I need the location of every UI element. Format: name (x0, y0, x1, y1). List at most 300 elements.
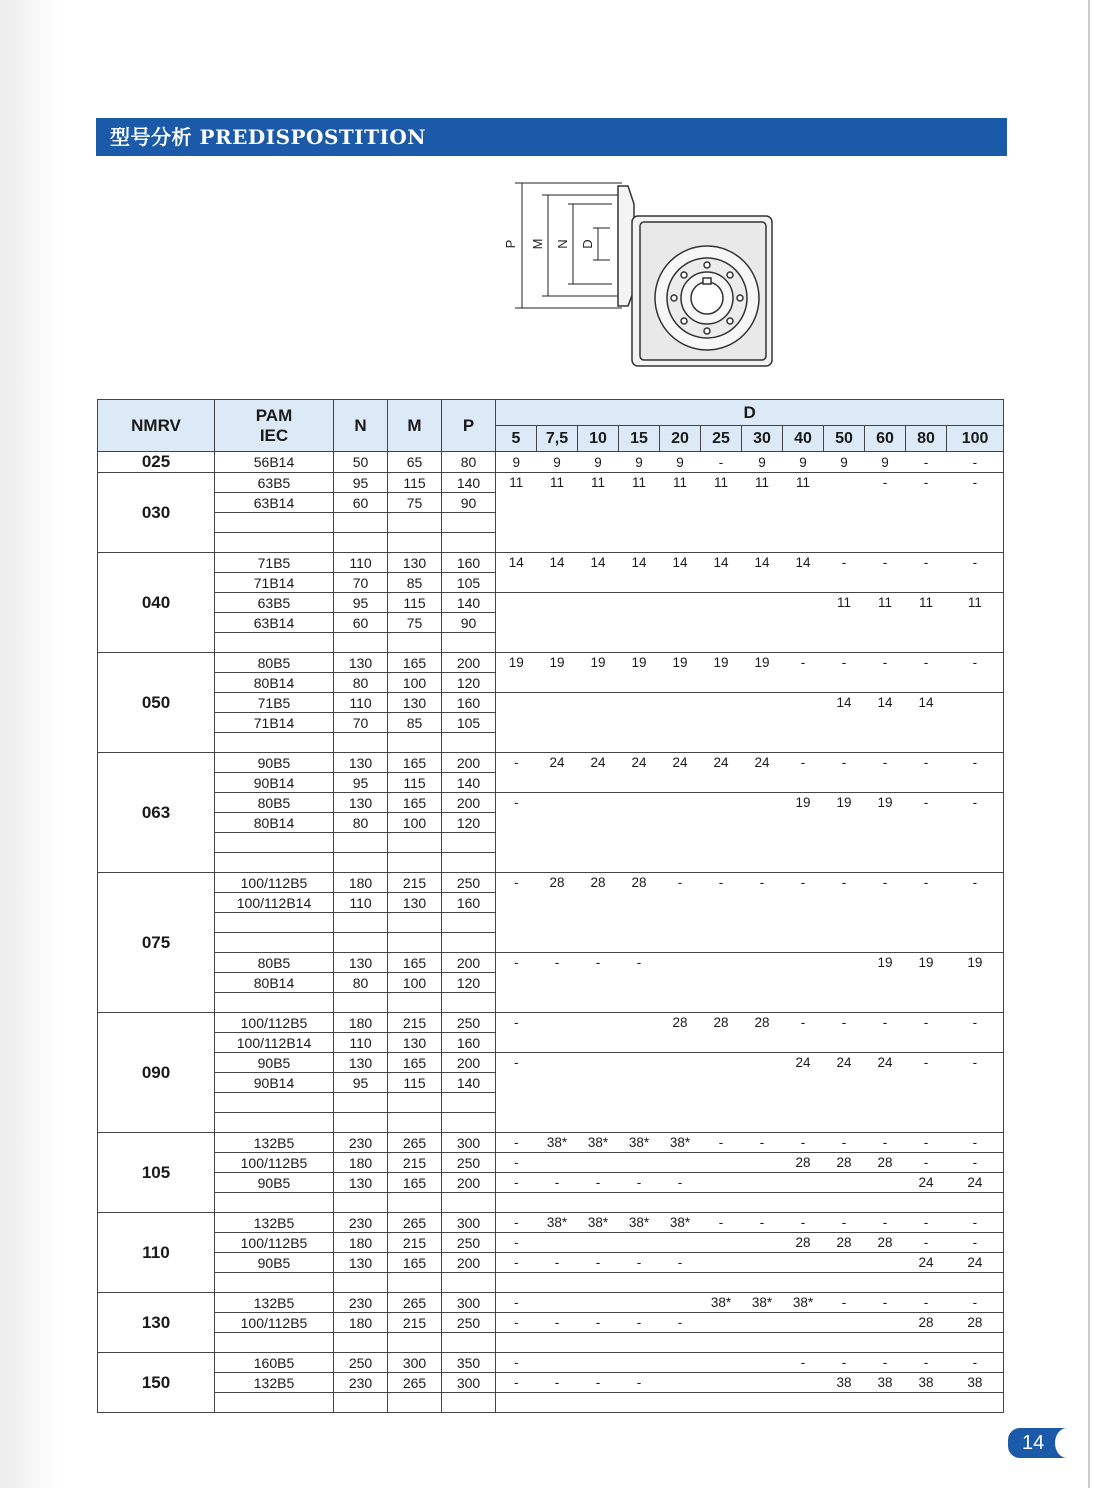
pam-cell: 100/112B14 (215, 1033, 334, 1053)
pam-cell: 90B14 (215, 773, 334, 793)
pam-cell: 63B14 (215, 613, 334, 633)
n-cell (334, 633, 388, 653)
p-cell: 250 (442, 1013, 496, 1033)
p-cell: 140 (442, 773, 496, 793)
pam-cell: 90B5 (215, 1253, 334, 1273)
table-row (98, 613, 1004, 633)
m-cell: 165 (388, 1053, 442, 1073)
p-cell: 160 (442, 693, 496, 713)
ratio-value-cell: 14 (754, 555, 770, 571)
ratio-value-cell: - (841, 655, 847, 671)
ratio-value-cell: - (882, 655, 888, 671)
m-cell: 100 (388, 973, 442, 993)
ratio-value-cell (660, 1153, 701, 1173)
ratio-value-cell (660, 1233, 701, 1253)
header-pam-iec (215, 400, 334, 452)
page-right-rule (1088, 0, 1090, 1488)
pam-cell: 100/112B5 (215, 1153, 334, 1173)
ratio-value-cell (619, 1013, 660, 1033)
ratio-value-cell (660, 953, 701, 973)
ratio-value-cell: - (783, 1213, 824, 1233)
ratio-value-cell: 11 (590, 475, 605, 491)
ratio-value-cell (578, 1153, 619, 1173)
pam-cell (215, 1093, 334, 1113)
ratio-value-cell: 14 (836, 695, 852, 711)
table-row (98, 833, 1004, 853)
p-cell (442, 1093, 496, 1113)
table-row (98, 513, 1004, 533)
ratio-empty-cell (496, 633, 1004, 653)
ratio-value-cell (742, 793, 783, 813)
ratio-value-cell: 38* (619, 1213, 660, 1233)
ratio-value-cell (783, 1313, 824, 1333)
ratio-value-cell: 28 (865, 1153, 906, 1173)
table-row (98, 713, 1004, 733)
ratio-empty-cell (496, 1073, 1004, 1093)
table-row (98, 1133, 1004, 1153)
ratio-value-cell: - (660, 1173, 701, 1193)
ratio-value-cell (537, 693, 578, 713)
pam-cell: 132B5 (215, 1133, 334, 1153)
table-row (98, 673, 1004, 693)
ratio-value-cell (865, 1313, 906, 1333)
pam-cell: 80B14 (215, 673, 334, 693)
ratio-value-cell: 38* (537, 1133, 578, 1153)
pam-cell: 90B5 (215, 753, 334, 773)
table-row (98, 893, 1004, 913)
ratio-value-cell (783, 693, 824, 713)
ratio-value-cell: 11 (918, 595, 933, 611)
header-d: D (496, 400, 1004, 426)
n-cell: 130 (334, 1053, 388, 1073)
ratio-value-cell (537, 1013, 578, 1033)
ratio-value-cell (701, 1173, 742, 1193)
ratio-value-cell: 28 (631, 875, 647, 891)
ratio-value-cell (742, 1153, 783, 1173)
dim-label-d: D (580, 239, 595, 249)
table-row (98, 1013, 1004, 1033)
table-row (98, 1253, 1004, 1273)
table-row (98, 1033, 1004, 1053)
p-cell (442, 733, 496, 753)
m-cell (388, 853, 442, 873)
header-ratio-cell: 80 (906, 426, 947, 452)
pam-cell: 90B5 (215, 1053, 334, 1073)
ratio-value-cell (783, 593, 824, 613)
p-cell: 200 (442, 1253, 496, 1273)
ratio-value-cell: - (882, 475, 888, 491)
header-pam: PAM (255, 405, 293, 425)
header-p: P (442, 400, 496, 452)
pam-cell: 80B5 (215, 653, 334, 673)
table-row (98, 753, 1004, 773)
ratio-value-cell: - (841, 875, 847, 891)
ratio-value-cell: - (906, 1293, 947, 1313)
ratio-value-cell: - (595, 955, 601, 971)
ratio-value-cell: 19 (713, 655, 729, 671)
pam-cell: 80B5 (215, 953, 334, 973)
pam-cell (215, 633, 334, 653)
table-row (98, 933, 1004, 953)
p-cell: 200 (442, 953, 496, 973)
model-cell: 030 (98, 473, 215, 553)
ratio-value-cell (742, 1313, 783, 1333)
n-cell: 110 (334, 693, 388, 713)
p-cell (442, 933, 496, 953)
ratio-value-cell: 11 (947, 593, 1004, 613)
ratio-empty-cell (496, 1393, 1004, 1413)
n-cell: 130 (334, 653, 388, 673)
table-row (98, 593, 1004, 613)
ratio-value-cell (537, 1233, 578, 1253)
pam-cell (215, 533, 334, 553)
page-number-tab: 14 (1008, 1428, 1068, 1458)
table-row (98, 573, 1004, 593)
ratio-value-cell (783, 1173, 824, 1193)
ratio-value-cell (701, 1353, 742, 1373)
ratio-value-cell: - (824, 1133, 865, 1153)
header-n: N (334, 400, 388, 452)
ratio-value-cell (701, 1233, 742, 1253)
ratio-value-cell (660, 793, 701, 813)
pam-cell: 63B14 (215, 493, 334, 513)
table-row (98, 993, 1004, 1013)
ratio-value-cell: - (947, 753, 1004, 773)
ratio-value-cell: - (578, 1253, 619, 1273)
ratio-value-cell: - (906, 1213, 947, 1233)
ratio-value-cell (619, 1233, 660, 1253)
table-row (98, 633, 1004, 653)
ratio-value-cell: - (496, 1353, 537, 1373)
dim-label-n: N (555, 239, 570, 249)
model-cell: 050 (98, 653, 215, 753)
ratio-value-cell (701, 1253, 742, 1273)
n-cell (334, 513, 388, 533)
ratio-value-cell: 38* (660, 1133, 701, 1153)
predisposition-table (97, 399, 1004, 1413)
ratio-value-cell (660, 1293, 701, 1313)
ratio-empty-cell (496, 513, 1004, 533)
p-cell: 250 (442, 1313, 496, 1333)
header-m: M (388, 400, 442, 452)
ratio-value-cell: 24 (877, 1055, 893, 1071)
table-row (98, 653, 1004, 673)
n-cell: 130 (334, 953, 388, 973)
ratio-value-cell (742, 593, 783, 613)
n-cell: 230 (334, 1373, 388, 1393)
m-cell (388, 1093, 442, 1113)
ratio-value-cell (619, 1353, 660, 1373)
ratio-value-cell: 9 (865, 452, 906, 473)
ratio-value-cell: - (742, 1213, 783, 1233)
ratio-value-cell: - (701, 1133, 742, 1153)
ratio-value-cell: - (783, 1133, 824, 1153)
m-cell (388, 513, 442, 533)
table-row (98, 1353, 1004, 1373)
ratio-value-cell: 14 (713, 555, 729, 571)
ratio-value-cell: - (923, 1055, 929, 1071)
ratio-value-cell (619, 693, 660, 713)
ratio-value-cell: - (947, 1013, 1004, 1033)
ratio-value-cell: 24 (713, 755, 729, 771)
ratio-value-cell (537, 1353, 578, 1373)
ratio-value-cell: - (841, 1015, 847, 1031)
n-cell (334, 1333, 388, 1353)
m-cell: 115 (388, 773, 442, 793)
ratio-value-cell: 28 (754, 1015, 770, 1031)
n-cell: 230 (334, 1133, 388, 1153)
ratio-value-cell: - (882, 755, 888, 771)
ratio-value-cell: 11 (713, 475, 728, 491)
m-cell: 165 (388, 793, 442, 813)
ratio-value-cell: - (496, 1253, 537, 1273)
ratio-value-cell (537, 593, 578, 613)
ratio-empty-cell (496, 1193, 1004, 1213)
n-cell (334, 933, 388, 953)
p-cell: 140 (442, 593, 496, 613)
ratio-value-cell: 19 (754, 655, 770, 671)
ratio-value-cell: - (514, 755, 519, 771)
model-cell: 040 (98, 553, 215, 653)
m-cell: 165 (388, 953, 442, 973)
ratio-value-cell: - (947, 553, 1004, 573)
ratio-value-cell: - (906, 1233, 947, 1253)
page-edge-shading (0, 0, 60, 1488)
table-row (98, 1373, 1004, 1393)
ratio-value-cell: 14 (590, 555, 606, 571)
pam-cell (215, 933, 334, 953)
ratio-value-cell: 28 (824, 1233, 865, 1253)
ratio-value-cell: - (496, 1213, 537, 1233)
ratio-empty-cell (496, 673, 1004, 693)
ratio-value-cell: 19 (549, 655, 565, 671)
ratio-value-cell: - (759, 875, 765, 891)
ratio-value-cell: - (660, 1313, 701, 1333)
n-cell: 130 (334, 753, 388, 773)
m-cell: 165 (388, 753, 442, 773)
ratio-value-cell (947, 693, 1004, 713)
p-cell: 140 (442, 473, 496, 493)
ratio-value-cell: - (947, 1293, 1004, 1313)
ratio-value-cell: - (578, 1173, 619, 1193)
ratio-value-cell: 28 (865, 1233, 906, 1253)
p-cell: 105 (442, 713, 496, 733)
ratio-value-cell: - (947, 1233, 1004, 1253)
ratio-value-cell (578, 1353, 619, 1373)
ratio-empty-cell (496, 493, 1004, 513)
ratio-value-cell (865, 1173, 906, 1193)
n-cell: 230 (334, 1293, 388, 1313)
pam-cell: 63B5 (215, 593, 334, 613)
ratio-value-cell: - (783, 1353, 824, 1373)
ratio-value-cell: 11 (549, 475, 564, 491)
n-cell (334, 1273, 388, 1293)
ratio-value-cell: - (947, 1133, 1004, 1153)
ratio-value-cell (619, 593, 660, 613)
ratio-value-cell: 11 (795, 475, 810, 491)
ratio-value-cell: - (906, 1153, 947, 1173)
pam-cell: 90B5 (215, 1173, 334, 1193)
p-cell (442, 513, 496, 533)
table-header (98, 400, 1004, 452)
table-row (98, 1073, 1004, 1093)
n-cell: 180 (334, 873, 388, 893)
table-row (98, 533, 1004, 553)
pam-cell (215, 513, 334, 533)
ratio-value-cell: 38* (578, 1133, 619, 1153)
ratio-value-cell: - (923, 555, 929, 571)
ratio-value-cell: - (824, 1353, 865, 1373)
ratio-empty-cell (496, 1113, 1004, 1133)
ratio-value-cell (742, 1233, 783, 1253)
ratio-value-cell: 28 (824, 1153, 865, 1173)
ratio-value-cell: 11 (754, 475, 769, 491)
p-cell (442, 853, 496, 873)
p-cell: 200 (442, 1053, 496, 1073)
m-cell: 165 (388, 1253, 442, 1273)
m-cell: 215 (388, 873, 442, 893)
p-cell (442, 1333, 496, 1353)
table-body (98, 452, 1004, 1413)
ratio-empty-cell (496, 733, 1004, 753)
table-row (98, 1393, 1004, 1413)
ratio-value-cell: - (660, 1253, 701, 1273)
p-cell: 160 (442, 553, 496, 573)
m-cell: 100 (388, 673, 442, 693)
n-cell (334, 913, 388, 933)
pam-cell (215, 1113, 334, 1133)
ratio-value-cell: - (824, 1213, 865, 1233)
n-cell: 60 (334, 613, 388, 633)
pam-cell: 100/112B5 (215, 1013, 334, 1033)
ratio-value-cell: 24 (631, 755, 647, 771)
ratio-value-cell: - (923, 755, 929, 771)
table-row (98, 1233, 1004, 1253)
ratio-value-cell: 38* (537, 1213, 578, 1233)
n-cell: 70 (334, 573, 388, 593)
pam-cell (215, 833, 334, 853)
ratio-value-cell: 19 (631, 655, 647, 671)
ratio-value-cell: 28 (713, 1015, 729, 1031)
table-row (98, 913, 1004, 933)
n-cell: 80 (334, 973, 388, 993)
header-ratio-cell: 100 (947, 426, 1004, 452)
dimension-labels (503, 239, 595, 250)
ratio-value-cell: - (537, 1313, 578, 1333)
m-cell (388, 533, 442, 553)
ratio-value-cell: 19 (590, 655, 606, 671)
ratio-value-cell: 28 (906, 1313, 947, 1333)
ratio-value-cell (824, 1173, 865, 1193)
m-cell (388, 733, 442, 753)
n-cell: 180 (334, 1313, 388, 1333)
ratio-value-cell: 11 (509, 475, 524, 491)
table-row (98, 1173, 1004, 1193)
ratio-value-cell (660, 1373, 701, 1393)
m-cell: 265 (388, 1133, 442, 1153)
ratio-value-cell (578, 1013, 619, 1033)
ratio-value-cell (865, 1253, 906, 1273)
ratio-value-cell: 24 (947, 1173, 1004, 1193)
ratio-value-cell: - (882, 555, 888, 571)
table-row (98, 452, 1004, 473)
m-cell: 215 (388, 1013, 442, 1033)
ratio-value-cell: 14 (795, 555, 811, 571)
ratio-value-cell: - (514, 955, 519, 971)
pam-cell (215, 733, 334, 753)
ratio-value-cell (824, 473, 865, 493)
pam-cell: 90B14 (215, 1073, 334, 1093)
ratio-value-cell (578, 793, 619, 813)
p-cell: 300 (442, 1133, 496, 1153)
ratio-value-cell (619, 793, 660, 813)
ratio-value-cell: - (701, 1213, 742, 1233)
table-row (98, 973, 1004, 993)
model-cell: 105 (98, 1133, 215, 1213)
ratio-value-cell: 24 (672, 755, 688, 771)
pam-cell: 100/112B5 (215, 873, 334, 893)
table-row (98, 813, 1004, 833)
m-cell (388, 633, 442, 653)
ratio-value-cell: - (865, 1213, 906, 1233)
ratio-value-cell: - (496, 1133, 537, 1153)
ratio-value-cell: - (619, 1253, 660, 1273)
n-cell: 130 (334, 1253, 388, 1273)
ratio-value-cell: 38* (660, 1213, 701, 1233)
ratio-value-cell: - (619, 1173, 660, 1193)
m-cell: 215 (388, 1313, 442, 1333)
ratio-value-cell: 14 (918, 695, 934, 711)
ratio-value-cell (701, 953, 742, 973)
p-cell: 90 (442, 613, 496, 633)
ratio-empty-cell (496, 533, 1004, 553)
p-cell: 160 (442, 1033, 496, 1053)
ratio-value-cell: 24 (754, 755, 770, 771)
ratio-value-cell: 38 (906, 1373, 947, 1393)
ratio-value-cell: 11 (877, 595, 892, 611)
ratio-value-cell (824, 1253, 865, 1273)
table-row (98, 553, 1004, 573)
ratio-value-cell (742, 1173, 783, 1193)
ratio-value-cell: 14 (672, 555, 688, 571)
m-cell: 115 (388, 593, 442, 613)
p-cell (442, 1393, 496, 1413)
m-cell: 165 (388, 653, 442, 673)
m-cell: 215 (388, 1153, 442, 1173)
m-cell: 75 (388, 493, 442, 513)
ratio-value-cell (742, 953, 783, 973)
ratio-value-cell: 9 (824, 452, 865, 473)
ratio-value-cell (660, 693, 701, 713)
ratio-value-cell: - (841, 555, 847, 571)
m-cell: 215 (388, 1233, 442, 1253)
table-row (98, 493, 1004, 513)
ratio-empty-cell (496, 973, 1004, 993)
n-cell (334, 1193, 388, 1213)
ratio-value-cell: - (947, 1213, 1004, 1233)
n-cell (334, 533, 388, 553)
pam-cell: 80B14 (215, 973, 334, 993)
ratio-value-cell: - (865, 1293, 906, 1313)
m-cell (388, 1393, 442, 1413)
m-cell: 65 (388, 452, 442, 473)
ratio-value-cell: - (537, 1173, 578, 1193)
ratio-empty-cell (496, 773, 1004, 793)
p-cell (442, 993, 496, 1013)
ratio-value-cell: 14 (631, 555, 647, 571)
p-cell (442, 1193, 496, 1213)
ratio-value-cell: 14 (508, 555, 524, 571)
